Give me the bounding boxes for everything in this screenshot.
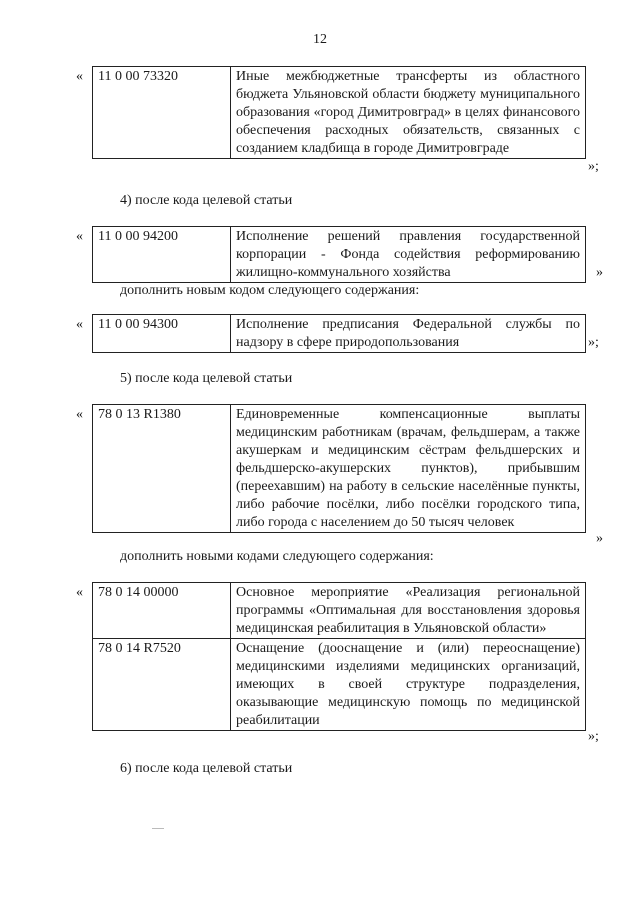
page-number: 12 bbox=[313, 32, 327, 47]
table-row bbox=[93, 67, 586, 159]
code-table-5 bbox=[92, 582, 586, 731]
table-row bbox=[93, 405, 586, 533]
description-cell: Иные межбюджетные трансферты из областного бюджета Ульяновской области бюджету муниципального образования «город Димитровград» в целях финансового обеспечения расходных обязательств, связанных с созданием кладбища в городе Димитровграде bbox=[231, 67, 586, 159]
item-5-paragraph: 5) после кода целевой статьи bbox=[120, 371, 293, 386]
table-row bbox=[93, 583, 586, 639]
open-quote: « bbox=[76, 229, 83, 244]
description-cell: Единовременные компенсационные выплаты медицинским работникам (врачам, фельдшерам, а также акушеркам и медицинским сёстрам фельдшерских и фельдшерско-акушерских пунктов), прибывшим (переехавшим) на работу в сельские населённые пункты, либо рабочие посёлки, либо посёлки городского типа, либо города с населением до 50 тысяч человек bbox=[231, 405, 586, 533]
open-quote: « bbox=[76, 585, 83, 600]
scan-mark bbox=[152, 828, 164, 829]
close-quote: » bbox=[596, 531, 603, 546]
code-cell: 11 0 00 94300 bbox=[93, 315, 231, 353]
open-quote: « bbox=[76, 69, 83, 84]
table-row bbox=[93, 639, 586, 731]
code-table-4 bbox=[92, 404, 586, 533]
open-quote: « bbox=[76, 317, 83, 332]
code-cell: 11 0 00 94200 bbox=[93, 227, 231, 283]
description-cell: Исполнение предписания Федеральной службы по надзору в сфере природопользования bbox=[231, 315, 586, 353]
open-quote: « bbox=[76, 407, 83, 422]
code-table-3 bbox=[92, 314, 586, 353]
close-quote: »; bbox=[588, 729, 599, 744]
code-cell: 11 0 00 73320 bbox=[93, 67, 231, 159]
item-6-paragraph: 6) после кода целевой статьи bbox=[120, 761, 293, 776]
close-quote: »; bbox=[588, 159, 599, 174]
code-cell: 78 0 14 00000 bbox=[93, 583, 231, 639]
table-row bbox=[93, 227, 586, 283]
description-cell: Оснащение (дооснащение и (или) переоснащение) медицинскими изделиями медицинских организаций, имеющих в своей структуре подразделения, оказывающие медицинскую помощь по медицинской реабилитации bbox=[231, 639, 586, 731]
close-quote: » bbox=[596, 265, 603, 280]
code-cell: 78 0 13 R1380 bbox=[93, 405, 231, 533]
description-cell: Основное мероприятие «Реализация региональной программы «Оптимальная для восстановления здоровья медицинская реабилитация в Ульяновской области» bbox=[231, 583, 586, 639]
add-new-code-paragraph: дополнить новым кодом следующего содержания: bbox=[120, 283, 420, 298]
add-new-codes-paragraph: дополнить новыми кодами следующего содержания: bbox=[120, 549, 434, 564]
item-4-paragraph: 4) после кода целевой статьи bbox=[120, 193, 293, 208]
code-cell: 78 0 14 R7520 bbox=[93, 639, 231, 731]
table-row bbox=[93, 315, 586, 353]
close-quote: »; bbox=[588, 335, 599, 350]
code-table-1 bbox=[92, 66, 586, 159]
description-cell: Исполнение решений правления государственной корпорации - Фонда содействия реформированию жилищно-коммунального хозяйства bbox=[231, 227, 586, 283]
code-table-2 bbox=[92, 226, 586, 283]
